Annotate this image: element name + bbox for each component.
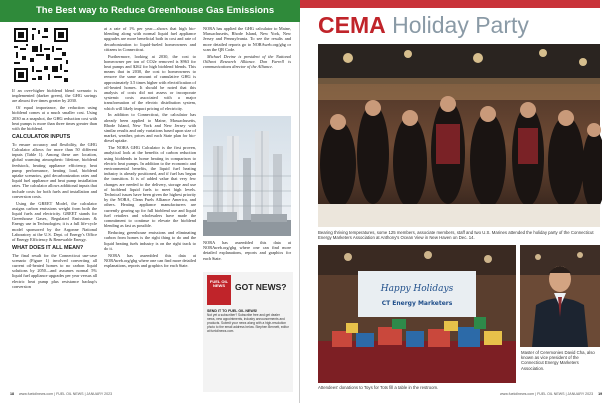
paragraph: at a rate of 1% per year—shows that high bio-blending along with normal liquid fuel appliance upgrades are more beneficial both in cost and rate of decarbonization to liquid-fueled homeowners and citizens in Connecticut. xyxy=(104,26,196,52)
article-column-3 xyxy=(203,26,291,114)
party-crowd-photo xyxy=(318,44,600,227)
footer-text: www.fueloilnews.com | FUEL OIL NEWS | JANUARY 2023 xyxy=(500,392,594,396)
paragraph: To ensure accuracy and flexibility, the GHG Calculator allows for more than 50 different inputs (Table 1). Among these are: location, global warming atmospheric lifetime, bioblend feedstock, heating appliance efficiency, heat pump performance, heating load, bioblend uptake scenarios, grid decarbonization rates and liquid fuel appliance and heat pump installation rates. The calculator allows additional inputs that include costs for both fuels and installation and conversion costs. xyxy=(12,141,97,199)
got-news-body: Not yet a subscriber? Subscribe free and get dealer news, new appointments, industry announcements and products. Submit your news along with a high-resolution photo to the email address below. Stephen Bennett, editor at fueloilnews.com. xyxy=(207,313,289,333)
qr-code-image[interactable] xyxy=(12,26,70,84)
poster-happy-holidays: Happy Holidays xyxy=(380,284,454,294)
right-page xyxy=(300,0,600,403)
page-number: 18 xyxy=(10,392,14,396)
photo-caption-main: Bearing thriving temperatures, some 125 members, associate members, staff and two U.S. Marines attended the holiday party of the Connecticut Energy Marketers Association at Anthony's Ocean View in New Haven on Dec. 14. xyxy=(318,230,594,241)
paragraph: Furthermore, looking at 2030, the cost to homeowner per ton of CO2e removed is $963 for heat pumps and $262 for high bioblend blends. This means that in 2030, the cost to homeowners to remove the same amount of cumulative GHG is approximately 3.5 times higher with electrification of oil-heated homes. It should be noted that this analysis of costs did not assess or incorporate systemic costs associated with a major transformation of the electric distribution system, which will likely impact pricing of electricity. xyxy=(104,53,196,111)
paragraph: Reducing greenhouse emissions and eliminating carbon from homes is the right thing to do and the liquid heating fuels industry is on the right track to do it. xyxy=(104,230,196,251)
qr-code-icon xyxy=(12,26,70,84)
photo-caption-donations: Attendees' donations to Toys for Tots fill a table in the restroom. xyxy=(318,385,439,390)
gas-plant-photo xyxy=(203,116,291,236)
title-holiday-party: Holiday Party xyxy=(385,12,529,38)
section-banner xyxy=(0,0,300,22)
fuel-oil-news-logo: FUEL OIL NEWS xyxy=(207,275,231,305)
title-cema: CEMA xyxy=(318,12,386,38)
photo-caption-emcee: Master of Ceremonies David Cha, also known as vice president of the Connecticut Energy Marketers Association. xyxy=(521,350,595,371)
paragraph: In addition to Connecticut, the calculator has already been applied to Maine, Massachusetts, Rhode Island, New York and New Jersey with similar results and only variations based upon size of market, weather, prices and each State plan for bio-diesel uptake. xyxy=(104,112,196,144)
master-of-ceremonies-photo xyxy=(520,245,600,347)
article-column-2 xyxy=(104,26,196,388)
banner-title: The Best way to Reduce Greenhouse Gas Emissions xyxy=(36,5,275,16)
paragraph: Of equal importance, the reduction using bioblend comes at a much smaller cost. Using 2030 as a snapshot, the GHG reduction cost with heat pumps is more than three times greater than with the bioblend. xyxy=(12,105,97,132)
got-news-title: GOT NEWS? xyxy=(235,282,287,292)
page-number: 19 xyxy=(598,392,602,396)
author-byline: Michael Devine is president of the National Oilheat Research Alliance. Don Farrell is communications director of the Alliance. xyxy=(203,53,291,70)
footer-text: www.fueloilnews.com | FUEL OIL NEWS | JANUARY 2023 xyxy=(19,392,113,396)
subheading-what-does-it-mean: WHAT DOES IT ALL MEAN? xyxy=(12,245,84,252)
article-column-1 xyxy=(12,88,97,388)
article-column-3-continued xyxy=(203,240,291,266)
top-stripe xyxy=(300,0,600,8)
right-page-footer xyxy=(500,392,602,396)
paragraph: NORA has applied the GHG calculator to Maine, Massachusetts, Rhode Island, New York, New Jersey and Pennsylvania. To see the results and more detailed reports go to NORAweb.org/ghg or scan the QR Code. xyxy=(203,26,291,52)
got-news-box xyxy=(203,272,293,392)
paragraph: The NORA GHG Calculator is the first proven, analytical look at the benefits of carbon reduction using bioblends in home heating in comparison to electric heat pumps. In addition to the economic and environmental benefits, the liquid fuel heating industry is already positioned, and if fuel has begun the transition. It is of added value that very few changes are needed to the delivery, storage and use of bioblend liquid fuels to meet high levels. Technical issues have been given the highest priority by the NORA, Clean Fuels Alliance America, and others. Heating appliance manufacturers are currently gearing up for full bioblend use and liquid fuel retailers and wholesalers have made the commitment to continue to elevate the bioblend blending as fast as possible. xyxy=(104,145,196,229)
paragraph: Using the GREET Model, the calculator assigns carbon emissions weight from both the liquid fuels and electricity. GREET stands for Greenhouse Gases, Regulated Emissions & Energy use in Technologies; it is a full life-cycle model sponsored by the Argonne National Laboratory at the U.S. Dept. of Energy's Office of Energy Efficiency & Renewable Energy. xyxy=(12,200,97,242)
toys-for-tots-photo xyxy=(318,245,516,383)
left-page xyxy=(0,0,300,403)
poster-ct-energy: CT Energy Marketers xyxy=(381,300,453,307)
left-page-footer xyxy=(10,392,292,396)
paragraph: The final result for the Connecticut use-case scenario (Figure 1) involved converting all current oil-heated homes to no carbon liquid solutions by 2050—and assumes normal 5% liquid fuel appliance upgrades per year versus all electric heat pump plus resistance backup's conversion xyxy=(12,252,97,289)
subheading-calculator-inputs: CALCULATOR INPUTS xyxy=(12,134,71,141)
page-title xyxy=(318,12,529,39)
paragraph: NORA has assembled this data at NORAweb.org/ghg where one can find more detailed explanations, reports and graphics for each State. xyxy=(104,252,196,268)
paragraph: If an over-higher bioblend blend scenario is implemented (darker green), the GHG savings are almost five times greater by 2030. xyxy=(12,88,97,104)
got-news-subheading: SEND IT TO FUEL OIL NEWS! xyxy=(207,309,258,313)
paragraph: NORA has assembled this data at NORAweb.org/ghg where one can find more detailed explanations, reports and graphics for each State. xyxy=(203,240,291,261)
